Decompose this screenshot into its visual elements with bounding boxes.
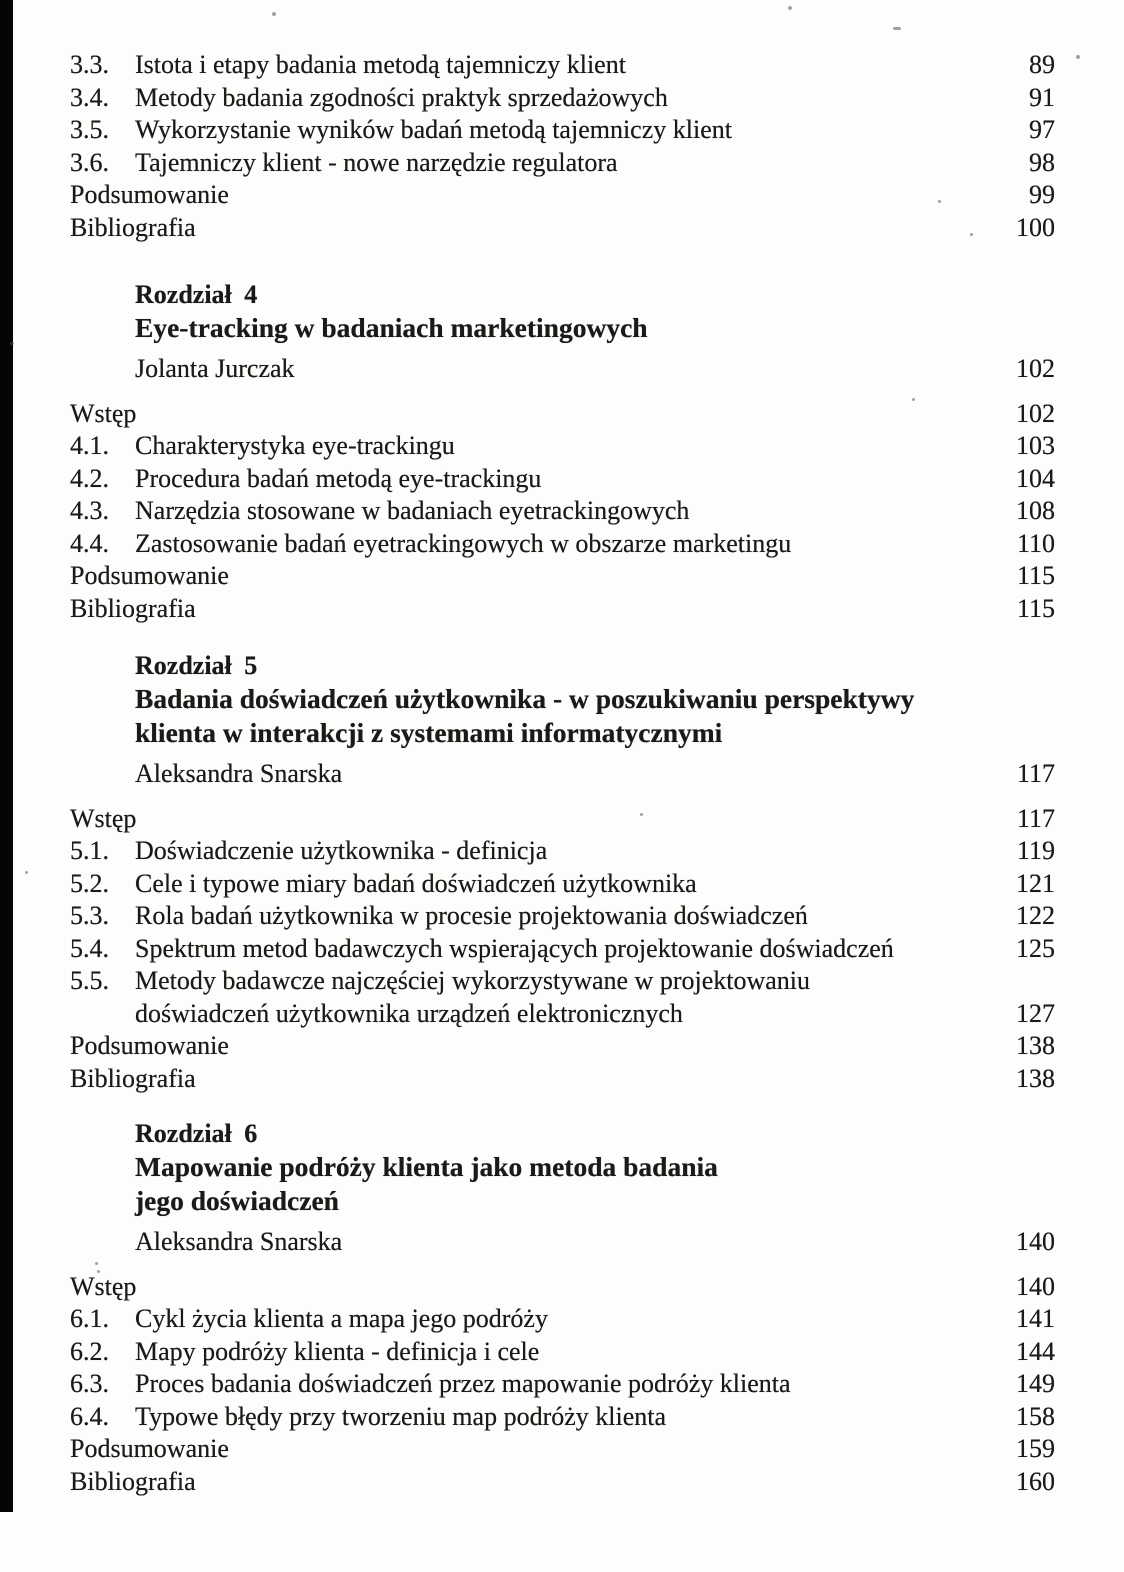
entry-number: 5.3. xyxy=(70,901,109,930)
scan-speck xyxy=(1076,55,1080,59)
chapter-label: Rozdział 5 xyxy=(135,651,258,680)
entry-page: 117 xyxy=(1016,759,1055,788)
entry-title: Wstęp xyxy=(70,803,137,833)
entry-page: 115 xyxy=(1016,593,1055,623)
entry-number: 3.3. xyxy=(70,50,109,79)
entry-number: 4.2. xyxy=(70,463,109,493)
entry-title: Metody badania zgodności praktyk sprzedażowych xyxy=(135,82,668,112)
toc-entry xyxy=(70,398,1055,431)
entry-title: Cele i typowe miary badań doświadczeń użytkownika xyxy=(135,868,697,898)
entry-title: Podsumowanie xyxy=(70,180,229,209)
toc-entry xyxy=(70,1336,1055,1369)
entry-page: 89 xyxy=(1029,50,1055,79)
toc-entry xyxy=(70,593,1055,626)
toc-entry xyxy=(70,1433,1055,1466)
entry-title: Wstęp xyxy=(70,1271,137,1301)
toc-entry xyxy=(70,82,1055,115)
toc-content xyxy=(70,0,1055,1498)
entry-number: 5.5. xyxy=(70,966,109,995)
entry-title: Bibliografia xyxy=(70,1063,196,1093)
entry-number: 3.5. xyxy=(70,115,109,144)
toc-entry xyxy=(70,179,1055,212)
scan-speck xyxy=(10,342,14,345)
chapter-author: Jolanta Jurczak xyxy=(135,354,295,383)
entry-page: 138 xyxy=(1016,1063,1055,1093)
entry-page: 97 xyxy=(1029,115,1055,144)
entry-page: 100 xyxy=(1016,212,1055,242)
toc-entry xyxy=(70,1271,1055,1304)
entry-page: 99 xyxy=(1029,180,1055,209)
scan-speck xyxy=(25,871,28,874)
entry-number: 5.4. xyxy=(70,933,109,963)
toc-entry xyxy=(70,1303,1055,1336)
entry-page: 158 xyxy=(1016,1401,1055,1431)
toc-entry xyxy=(70,495,1055,528)
entry-title: Typowe błędy przy tworzeniu map podróży klienta xyxy=(135,1401,667,1431)
toc-section-4 xyxy=(70,398,1055,626)
entry-page: 103 xyxy=(1016,431,1055,460)
toc-entry xyxy=(70,1401,1055,1434)
entry-title: Charakterystyka eye-trackingu xyxy=(135,431,455,460)
entry-page: 159 xyxy=(1016,1434,1055,1463)
chapter-label: Rozdział 6 xyxy=(135,1119,258,1148)
chapter-heading-5 xyxy=(135,649,1055,750)
entry-title: Wykorzystanie wyników badań metodą tajemniczy klient xyxy=(135,115,732,144)
entry-number: 4.3. xyxy=(70,496,109,525)
entry-title: Spektrum metod badawczych wspierających projektowanie doświadczeń xyxy=(135,933,894,963)
chapter-title: jego doświadczeń xyxy=(135,1185,339,1216)
entry-title: Proces badania doświadczeń przez mapowanie podróży klienta xyxy=(135,1369,791,1398)
toc-entry xyxy=(70,933,1055,966)
entry-number: 6.1. xyxy=(70,1304,109,1333)
chapter-title: klienta w interakcji z systemami informatycznymi xyxy=(135,717,723,748)
chapter-heading-4 xyxy=(135,278,1055,345)
entry-title: doświadczeń użytkownika urządzeń elektronicznych xyxy=(135,998,683,1028)
toc-entry xyxy=(70,835,1055,868)
entry-title: Mapy podróży klienta - definicja i cele xyxy=(135,1336,540,1366)
chapter-title: Badania doświadczeń użytkownika - w poszukiwaniu perspektywy xyxy=(135,683,915,714)
entry-page: 125 xyxy=(1016,933,1055,963)
entry-page: 117 xyxy=(1016,803,1055,833)
scan-edge-bar xyxy=(0,0,13,1512)
toc-entry-continuation xyxy=(70,998,1055,1031)
entry-page: 102 xyxy=(1016,398,1055,428)
toc-entry xyxy=(70,147,1055,180)
entry-number: 4.4. xyxy=(70,528,109,558)
entry-title: Tajemniczy klient - nowe narzędzie regulatora xyxy=(135,147,618,177)
entry-number: 4.1. xyxy=(70,431,109,460)
entry-title: Bibliografia xyxy=(70,212,196,242)
entry-title: Istota i etapy badania metodą tajemniczy klient xyxy=(135,50,626,79)
entry-title: Doświadczenie użytkownika - definicja xyxy=(135,836,548,865)
entry-number: 6.3. xyxy=(70,1369,109,1398)
toc-entry xyxy=(70,49,1055,82)
chapter-author-row xyxy=(70,758,1055,791)
entry-title: Metody badawcze najczęściej wykorzystywane w projektowaniu xyxy=(135,966,811,995)
chapter-title: Mapowanie podróży klienta jako metoda badania xyxy=(135,1151,718,1182)
entry-page: 110 xyxy=(1016,528,1055,558)
entry-number: 6.4. xyxy=(70,1401,109,1431)
entry-page: 127 xyxy=(1016,998,1055,1028)
toc-entry xyxy=(70,803,1055,836)
entry-page: 122 xyxy=(1016,901,1055,930)
entry-page: 102 xyxy=(1016,354,1055,383)
entry-page: 98 xyxy=(1029,147,1055,177)
entry-page: 119 xyxy=(1016,836,1055,865)
chapter-title: Eye-tracking w badaniach marketingowych xyxy=(135,312,648,343)
toc-entry xyxy=(70,1030,1055,1063)
entry-title: Procedura badań metodą eye-trackingu xyxy=(135,463,542,493)
entry-page: 140 xyxy=(1016,1271,1055,1301)
entry-number: 5.2. xyxy=(70,868,109,898)
toc-entry xyxy=(70,1466,1055,1499)
entry-page: 108 xyxy=(1016,496,1055,525)
entry-page: 138 xyxy=(1016,1031,1055,1060)
toc-entry xyxy=(70,1063,1055,1096)
toc-entry xyxy=(70,430,1055,463)
chapter-author-row xyxy=(70,1226,1055,1259)
toc-entry xyxy=(70,560,1055,593)
entry-title: Wstęp xyxy=(70,398,137,428)
entry-title: Bibliografia xyxy=(70,1466,196,1496)
entry-page: 115 xyxy=(1016,561,1055,590)
toc-section-6 xyxy=(70,1271,1055,1499)
toc-entry xyxy=(70,965,1055,998)
toc-entry xyxy=(70,868,1055,901)
entry-title: Cykl życia klienta a mapa jego podróży xyxy=(135,1304,548,1333)
entry-page: 104 xyxy=(1016,463,1055,493)
entry-number: 3.4. xyxy=(70,82,109,112)
entry-number: 3.6. xyxy=(70,147,109,177)
entry-page: 140 xyxy=(1016,1227,1055,1256)
toc-entry xyxy=(70,900,1055,933)
toc-entry xyxy=(70,114,1055,147)
toc-section-5 xyxy=(70,803,1055,1096)
chapter-author: Aleksandra Snarska xyxy=(135,759,343,788)
chapter-heading-6 xyxy=(135,1117,1055,1218)
toc-entry xyxy=(70,212,1055,245)
entry-title: Podsumowanie xyxy=(70,1031,229,1060)
entry-title: Bibliografia xyxy=(70,593,196,623)
toc-entry xyxy=(70,528,1055,561)
entry-title: Narzędzia stosowane w badaniach eyetrackingowych xyxy=(135,496,690,525)
entry-page: 121 xyxy=(1016,868,1055,898)
entry-page: 160 xyxy=(1016,1466,1055,1496)
entry-title: Podsumowanie xyxy=(70,561,229,590)
entry-title: Zastosowanie badań eyetrackingowych w obszarze marketingu xyxy=(135,528,792,558)
entry-page: 144 xyxy=(1016,1336,1055,1366)
entry-title: Podsumowanie xyxy=(70,1434,229,1463)
toc-entry xyxy=(70,463,1055,496)
chapter-author-row xyxy=(70,353,1055,386)
toc-entry xyxy=(70,1368,1055,1401)
entry-number: 5.1. xyxy=(70,836,109,865)
toc-section-3 xyxy=(70,49,1055,244)
entry-page: 91 xyxy=(1029,82,1055,112)
entry-page: 149 xyxy=(1016,1369,1055,1398)
chapter-author: Aleksandra Snarska xyxy=(135,1227,343,1256)
entry-page: 141 xyxy=(1016,1304,1055,1333)
entry-title: Rola badań użytkownika w procesie projektowania doświadczeń xyxy=(135,901,808,930)
chapter-label: Rozdział 4 xyxy=(135,280,258,309)
entry-number: 6.2. xyxy=(70,1336,109,1366)
